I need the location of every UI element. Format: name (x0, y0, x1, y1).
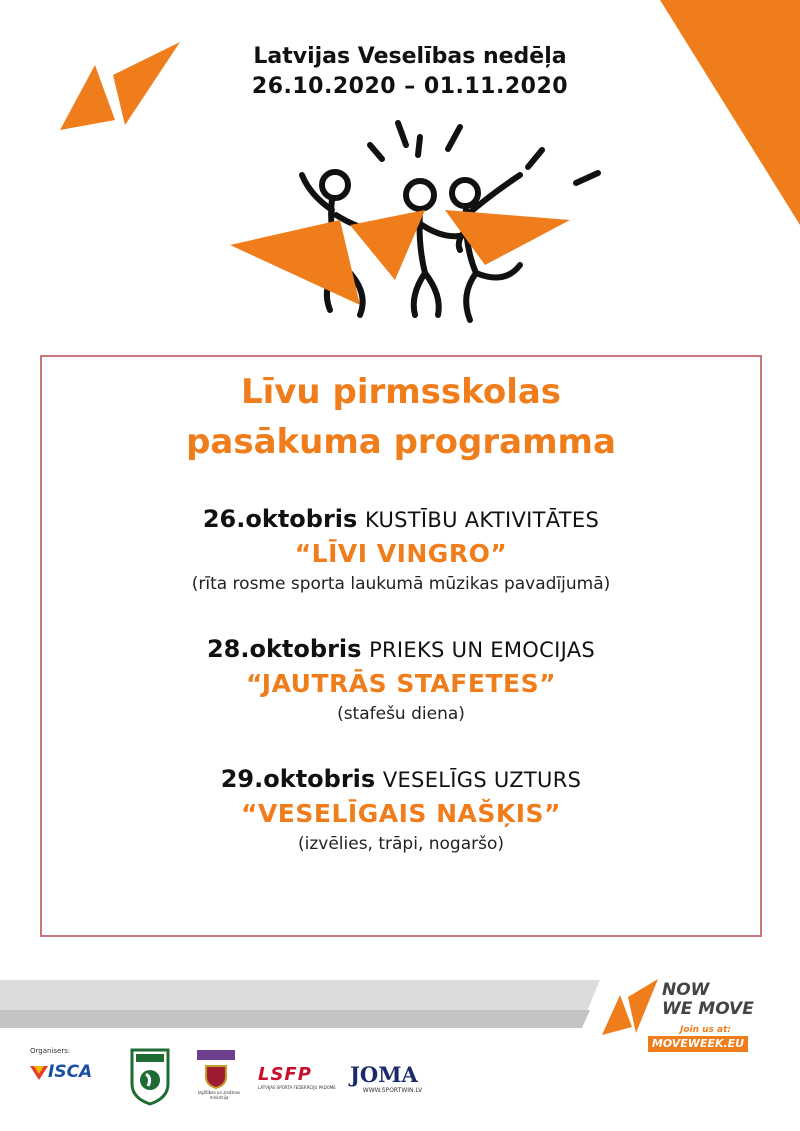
event-header (200, 42, 620, 102)
ministry-logo (195, 1050, 243, 1105)
event-date: 29.oktobris (220, 765, 376, 793)
program-title-line1: Līvu pirmsskolas (240, 372, 562, 412)
event-date: 26.oktobris (202, 505, 358, 533)
organisers-label: Organisers: (30, 1047, 71, 1055)
event-category: KUSTĪBU AKTIVITĀTES (364, 508, 600, 532)
ministry-caption: Izglītības un zinātnes ministrija (197, 1090, 241, 1100)
lsfp-caption: LATVIJAS SPORTA FEDERĀCIJU PADOME (258, 1085, 336, 1090)
isca-mark-icon (30, 1064, 48, 1082)
event-item (42, 632, 760, 727)
now-we-move-mark-icon (600, 977, 660, 1037)
event-description: (izvēlies, trāpi, nogaršo) (297, 834, 505, 854)
event-description: (rīta rosme sporta laukumā mūzikas pavadījumā) (191, 574, 611, 594)
moveweek-url: MOVEWEEK.EU (648, 1036, 748, 1052)
program-title-line2: pasākuma programma (186, 422, 616, 462)
now-we-move-line2: WE MOVE (662, 999, 754, 1019)
event-name: “JAUTRĀS STAFETES” (245, 669, 557, 698)
event-item (42, 762, 760, 857)
program-title (42, 367, 760, 467)
isca-logo (30, 1060, 105, 1090)
event-name: “VESELĪGAIS NAŠĶIS” (241, 799, 561, 828)
event-item (42, 502, 760, 597)
event-description: (stafešu diena) (337, 704, 465, 724)
header-title: Latvijas Veselības nedēļa (253, 44, 567, 69)
lsfp-logo (258, 1064, 338, 1099)
event-date: 28.oktobris (206, 635, 362, 663)
ministry-bar-icon (197, 1050, 235, 1060)
header-dates: 26.10.2020 – 01.11.2020 (251, 74, 569, 99)
joma-text: JOMA (350, 1062, 418, 1087)
lsfp-text: LSFP (258, 1064, 312, 1085)
join-us-label: Join us at: (680, 1025, 732, 1035)
corner-decoration-icon (660, 0, 800, 230)
move-week-logo-icon (55, 40, 185, 135)
event-category: PRIEKS UN EMOCIJAS (369, 638, 596, 662)
now-we-move-line1: NOW (662, 980, 710, 1000)
event-name: “LĪVI VINGRO” (294, 539, 508, 568)
joma-caption: WWW.SPORTWIN.LV (362, 1087, 423, 1094)
dancing-figures-illustration (220, 115, 610, 330)
joma-logo (350, 1062, 440, 1097)
isca-text: ISCA (48, 1062, 93, 1082)
coat-of-arms-icon (203, 1063, 229, 1089)
event-category: VESELĪGS UZTURS (382, 768, 582, 792)
now-we-move-logo (600, 975, 770, 1060)
lisa-shield-logo-icon (130, 1048, 170, 1106)
program-frame (40, 355, 762, 937)
